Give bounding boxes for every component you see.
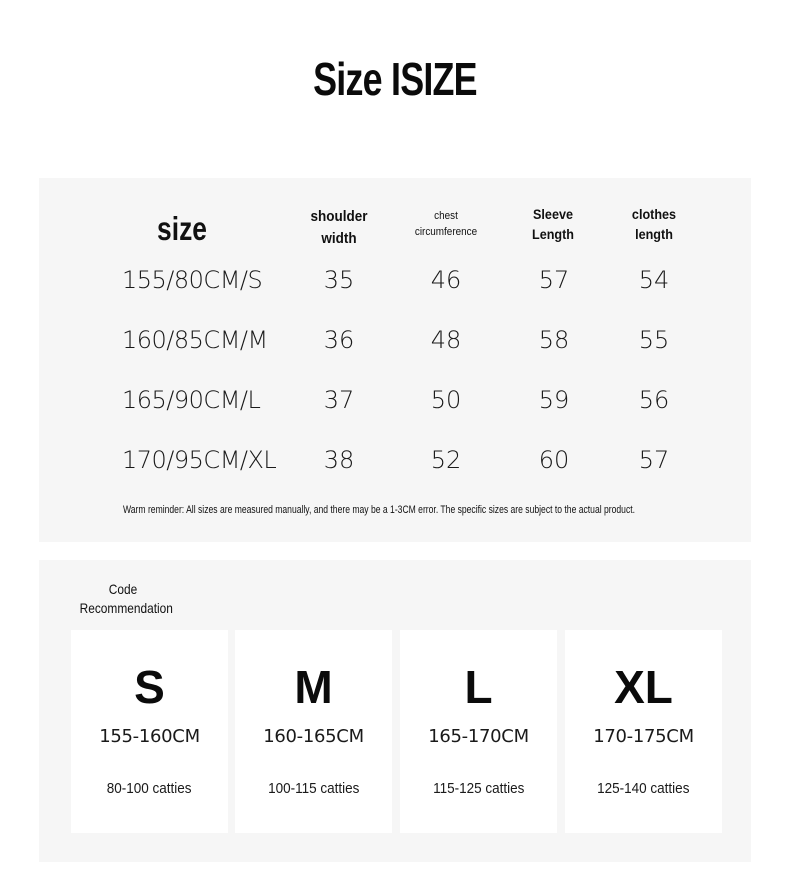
card-weight-range: [71, 780, 228, 797]
header-sleeve-line1: Sleeve: [533, 206, 573, 222]
header-chest-circumference: [400, 208, 492, 240]
card-weight-text: 115-125 catties: [432, 780, 525, 797]
cell-shoulder: 37: [323, 386, 355, 414]
card-size-letter: XL: [614, 661, 673, 713]
header-size: size: [157, 210, 207, 247]
cell-sleeve: 58: [538, 326, 570, 354]
cell-clothes: 57: [638, 446, 670, 474]
cell-chest: 46: [430, 266, 462, 294]
size-card-m: [235, 630, 392, 833]
cell-chest: 48: [430, 326, 462, 354]
card-height-range: 155-160CM: [99, 726, 200, 747]
card-weight-range: [400, 780, 557, 797]
cell-size: 170/95CM/XL: [122, 446, 277, 474]
card-weight-text: 125-140 catties: [597, 780, 690, 797]
header-sleeve-line2: Length: [532, 226, 574, 242]
cell-size: 165/90CM/L: [122, 386, 261, 414]
warm-reminder-note: Warm reminder: All sizes are measured manually, and there may be a 1-3CM error. The specific sizes are subject to the actual product.: [123, 504, 636, 516]
page-title: Size ISIZE: [313, 53, 477, 105]
card-size-letter: S: [134, 661, 165, 713]
cell-size: 160/85CM/M: [122, 326, 268, 354]
header-clothes-length: [617, 204, 691, 244]
header-shoulder-line1: shoulder: [310, 208, 368, 225]
cell-clothes: 55: [638, 326, 670, 354]
size-card-l: [400, 630, 557, 833]
code-recommendation-label: [79, 580, 173, 618]
table-row: [0, 263, 790, 297]
cell-sleeve: 60: [538, 446, 570, 474]
code-label-line1: Code: [108, 581, 138, 597]
cell-sleeve: 57: [538, 266, 570, 294]
header-chest-line2: circumference: [414, 226, 478, 238]
header-clothes-line1: clothes: [631, 206, 677, 222]
header-shoulder-width: [298, 206, 380, 250]
card-weight-range: [565, 780, 722, 797]
header-clothes-line2: length: [635, 226, 673, 242]
card-height-range: 160-165CM: [263, 726, 364, 747]
header-shoulder-line2: width: [321, 230, 357, 247]
card-weight-range: [235, 780, 392, 797]
header-chest-line1: chest: [434, 210, 458, 222]
card-height-range: 165-170CM: [428, 726, 529, 747]
cell-clothes: 54: [638, 266, 670, 294]
card-height-range: 170-175CM: [593, 726, 694, 747]
code-label-line2: Recommendation: [79, 600, 173, 616]
cell-chest: 50: [430, 386, 462, 414]
size-card-xl: [565, 630, 722, 833]
cell-shoulder: 38: [323, 446, 355, 474]
cell-shoulder: 36: [323, 326, 355, 354]
card-weight-text: 100-115 catties: [267, 780, 360, 797]
cell-shoulder: 35: [323, 266, 355, 294]
table-row: [0, 323, 790, 357]
table-row: [0, 383, 790, 417]
cell-sleeve: 59: [538, 386, 570, 414]
size-card-s: [71, 630, 228, 833]
cell-size: 155/80CM/S: [122, 266, 263, 294]
cell-clothes: 56: [638, 386, 670, 414]
card-weight-text: 80-100 catties: [107, 780, 192, 797]
card-size-letter: L: [464, 661, 493, 713]
card-size-letter: M: [294, 661, 333, 713]
header-sleeve-length: [517, 204, 589, 244]
table-row: [0, 443, 790, 477]
cell-chest: 52: [430, 446, 462, 474]
